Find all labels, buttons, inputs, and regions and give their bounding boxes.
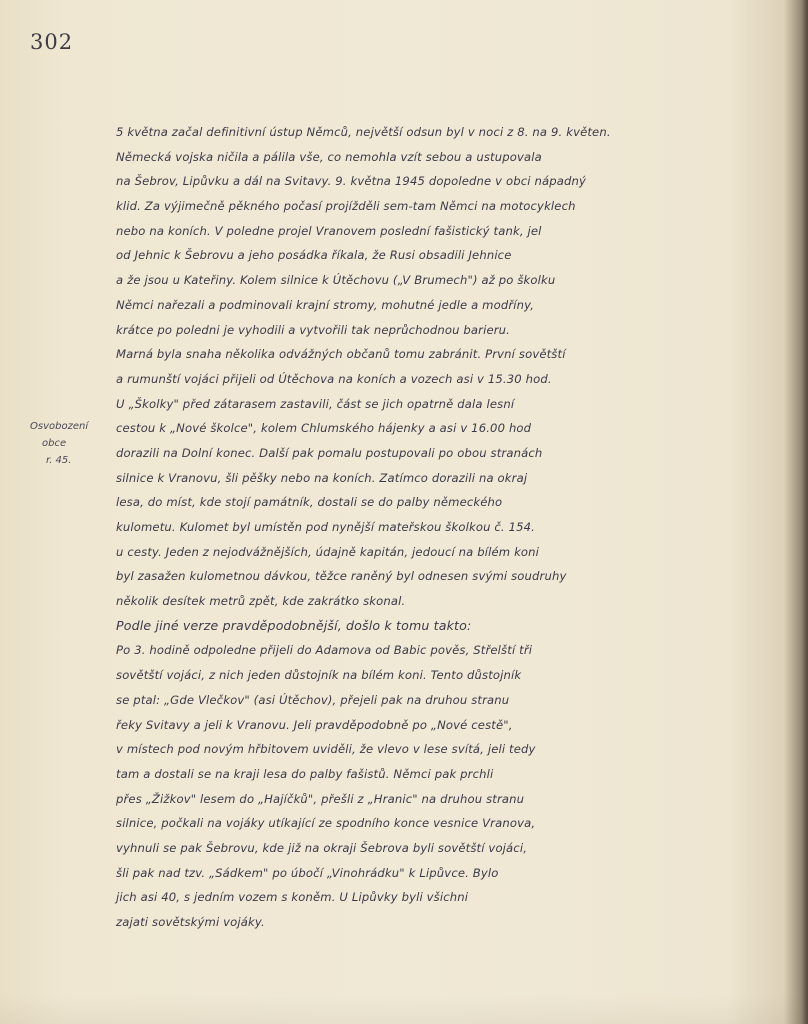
text-line: jich asi 40, s jedním vozem s koněm. U Lipůvky byli všichni — [116, 890, 469, 905]
text-line: nebo na koních. V poledne projel Vranovem poslední fašistický tank, jel — [116, 223, 542, 238]
margin-note-line: Osvobození — [30, 421, 89, 432]
text-line: se ptal: „Gde Vlečkov" (asi Útěchov), přejeli pak na druhou stranu — [116, 692, 510, 707]
text-line: zajati sovětskými vojáky. — [116, 915, 265, 929]
text-line: silnice, počkali na vojáky utíkající ze spodního konce vesnice Vranova, — [116, 816, 536, 831]
text-line: a rumunští vojáci přijeli od Útěchova na koních a vozech asi v 15.30 hod. — [116, 371, 552, 386]
margin-note-line: obce — [42, 438, 67, 449]
margin-note-line: r. 45. — [46, 455, 72, 466]
text-line: Německá vojska ničila a pálila vše, co nemohla vzít sebou a ustupovala — [116, 149, 542, 164]
text-line: vyhnuli se pak Šebrovu, kde již na okraji Šebrova byli sovětští vojáci, — [116, 840, 528, 855]
text-line: krátce po poledni je vyhodili a vytvořili tak neprůchodnou barieru. — [116, 322, 511, 337]
text-line: Němci nařezali a podminovali krajní stromy, mohutné jedle a modříny, — [116, 297, 535, 312]
text-line: Marná byla snaha několika odvážných občanů tomu zabránit. První sovětští — [116, 347, 566, 362]
text-line: přes „Žižkov" lesem do „Hajíčků", přešli z „Hranic" na druhou stranu — [116, 791, 525, 806]
margin-note — [30, 418, 108, 469]
text-line: na Šebrov, Lipůvku a dál na Svitavy. 9. května 1945 dopoledne v obci nápadný — [116, 174, 586, 189]
page-edge-shadow — [802, 0, 808, 1024]
text-line: Po 3. hodině odpoledne přijeli do Adamova od Babic pověs, Střelští tři — [116, 643, 533, 658]
text-line: kulometu. Kulomet byl umístěn pod nynější mateřskou školkou č. 154. — [116, 520, 536, 534]
text-line: klid. Za výjimečně pěkného počasí projížděli sem-tam Němci na motocyklech — [116, 199, 576, 214]
text-line: 5 května začal definitivní ústup Němců, největší odsun byl v noci z 8. na 9. květen. — [116, 125, 611, 139]
page-number: 302 — [30, 30, 74, 54]
text-line: sovětští vojáci, z nich jeden důstojník na bílém koni. Tento důstojník — [116, 668, 522, 683]
text-line: dorazili na Dolní konec. Další pak pomalu postupovali po obou stranách — [116, 445, 543, 460]
text-line: v místech pod novým hřbitovem uviděli, že vlevo v lese svítá, jeli tedy — [116, 742, 536, 757]
text-line: šli pak nad tzv. „Sádkem" po úbočí „Vinohrádku" k Lipůvce. Bylo — [116, 865, 499, 880]
text-line: U „Školky" před zátarasem zastavili, část se jich opatrně dala lesní — [116, 396, 515, 411]
text-line: u cesty. Jeden z nejodvážnějších, údajně kapitán, jedoucí na bílém koni — [116, 544, 540, 559]
text-line: tam a dostali se na kraji lesa do palby fašistů. Němci pak prchli — [116, 766, 494, 781]
text-line: lesa, do míst, kde stojí památník, dostali se do palby německého — [116, 495, 503, 510]
text-line: cestou k „Nové školce", kolem Chlumského hájenky a asi v 16.00 hod — [116, 421, 532, 436]
text-line: silnice k Vranovu, šli pěšky nebo na koních. Zatímco dorazili na okraj — [116, 470, 528, 485]
text-line: a že jsou u Kateřiny. Kolem silnice k Útěchovu („V Brumech") až po školku — [116, 273, 556, 288]
text-line: Podle jiné verze pravděpodobnější, došlo k tomu takto: — [116, 617, 472, 633]
text-line: řeky Svitavy a jeli k Vranovu. Jeli pravděpodobně po „Nové cestě", — [116, 717, 513, 732]
text-line: byl zasažen kulometnou dávkou, těžce raněný byl odnesen svými soudruhy — [116, 569, 567, 584]
text-line: několik desítek metrů zpět, kde zakrátko skonal. — [116, 594, 406, 609]
page-bottom-shadow — [0, 994, 808, 1024]
handwritten-text-body — [116, 120, 696, 935]
text-line: od Jehnic k Šebrovu a jeho posádka říkala, že Rusi obsadili Jehnice — [116, 248, 512, 263]
